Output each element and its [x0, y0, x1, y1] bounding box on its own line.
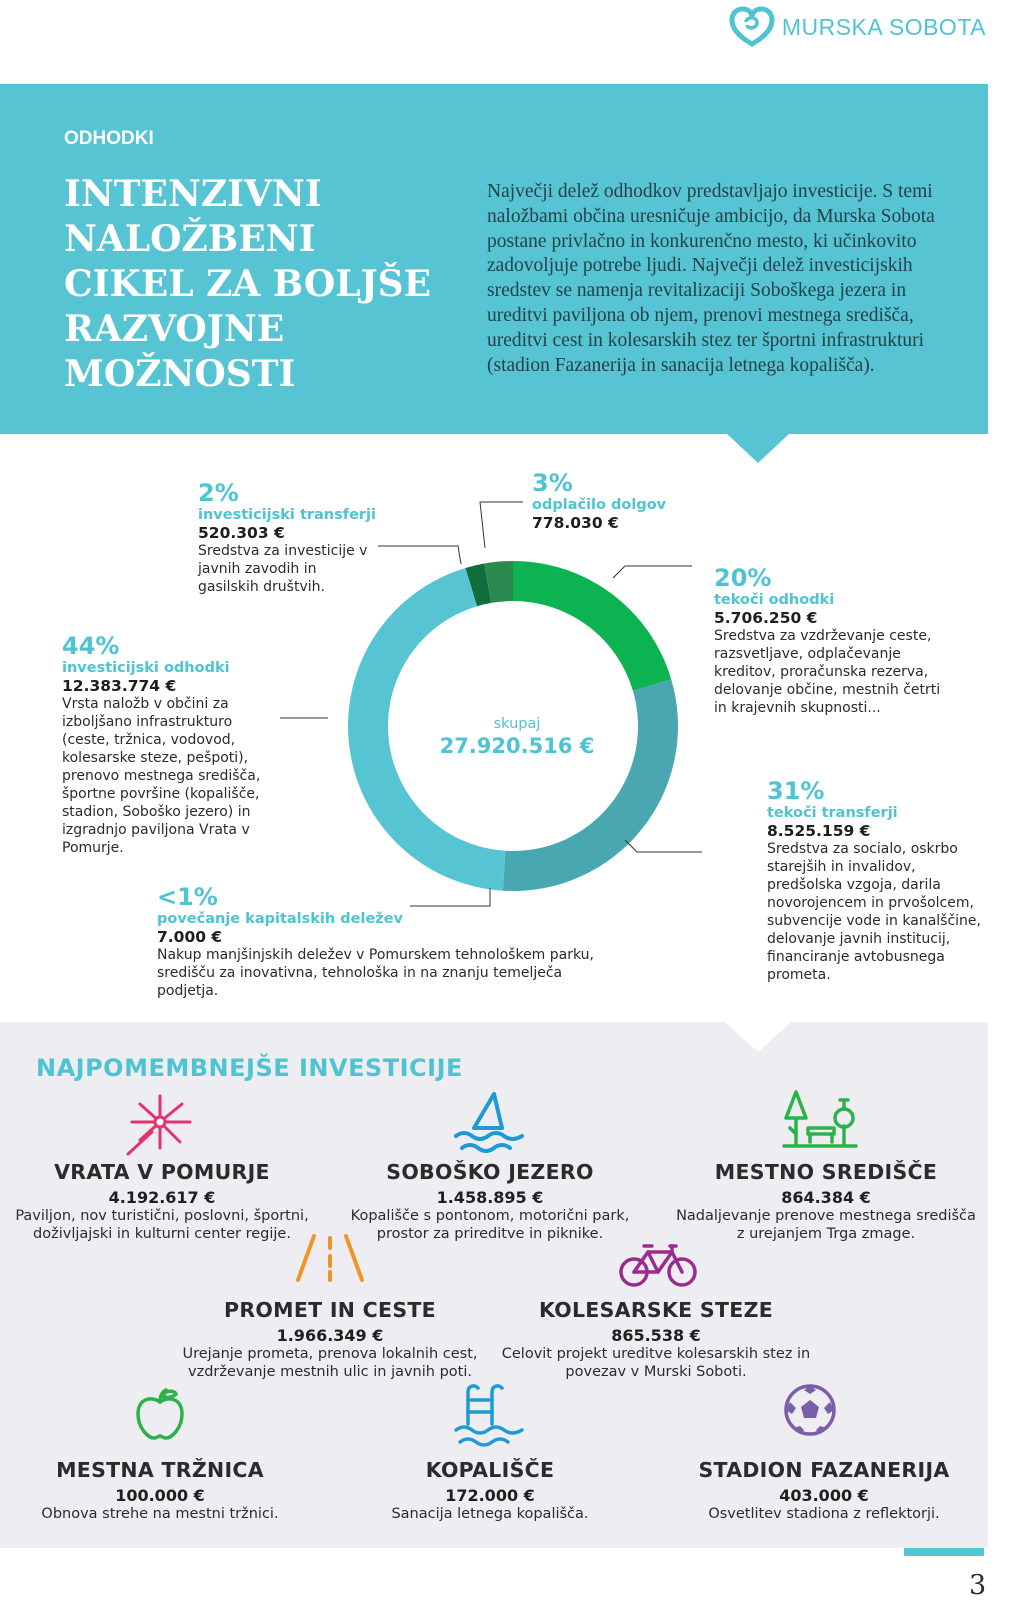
category-label: investicijski odhodki	[62, 660, 230, 676]
park-icon	[782, 1088, 858, 1154]
investments-notch	[725, 1022, 791, 1052]
investment-description: Obnova strehe na mestni tržnici.	[41, 1506, 279, 1522]
percent-label: 20%	[714, 564, 772, 592]
amount-label: 778.030 €	[532, 514, 619, 532]
category-label: tekoči transferji	[767, 805, 898, 821]
amount-label: 5.706.250 €	[714, 609, 818, 627]
pool-icon	[452, 1380, 528, 1448]
investment-title: STADION FAZANERIJA	[698, 1458, 950, 1482]
page-number: 3	[969, 1570, 987, 1601]
fireworks-icon	[122, 1092, 198, 1158]
sailboat-icon	[452, 1090, 528, 1156]
annotation-debt-repayment	[532, 470, 692, 532]
investment-description: Nadaljevanje prenove mestnega središča z urejanjem Trga zmage.	[676, 1208, 976, 1242]
category-description: Vrsta naložb v občini za izboljšano infrastrukturo (ceste, tržnica, vodovod, kolesarske steze, pešpoti), prenovo mestnega središča, športne površine (kopališče, stadion, Soboško jezero) in izgradnjo paviljona Vrata v Pomurje.	[62, 696, 261, 856]
category-label: povečanje kapitalskih deležev	[157, 911, 404, 927]
investment-description: Sanacija letnega kopališča.	[391, 1506, 589, 1522]
investment-description: Urejanje prometa, prenova lokalnih cest, vzdrževanje mestnih ulic in javnih poti.	[182, 1346, 478, 1380]
slice-current-expenditure	[513, 561, 671, 691]
category-description: Nakup manjšinjskih deležev v Pomurskem tehnološkem parku, središču za inovativna, tehnološka in na znanju temelječa podjetja.	[157, 947, 594, 999]
investment-title: MESTNA TRŽNICA	[56, 1458, 264, 1482]
percent-label: <1%	[157, 883, 218, 911]
amount-label: 12.383.774 €	[62, 677, 177, 695]
category-label: odplačilo dolgov	[532, 497, 667, 513]
amount-label: 520.303 €	[198, 524, 285, 542]
leader-line-debt-repayment	[480, 502, 523, 548]
investment-title: SOBOŠKO JEZERO	[386, 1160, 594, 1184]
investment-amount: 100.000 €	[115, 1486, 205, 1505]
investment-title: VRATA V POMURJE	[54, 1160, 270, 1184]
category-label: tekoči odhodki	[714, 592, 835, 608]
investment-description: Paviljon, nov turistični, poslovni, športni, doživljajski in kulturni center regije.	[15, 1208, 309, 1242]
investment-item	[676, 1160, 976, 1243]
category-description: Sredstva za investicije v javnih zavodih in gasilskih društvih.	[198, 543, 368, 595]
investment-description: Celovit projekt ureditve kolesarskih stez in povezav v Murski Soboti.	[501, 1346, 811, 1380]
annotation-investment-transfers	[198, 480, 378, 596]
percent-label: 44%	[62, 632, 120, 660]
slice-current-transfers	[503, 679, 678, 891]
category-label: investicijski transferji	[198, 507, 376, 523]
investment-item	[12, 1160, 312, 1243]
investment-item	[340, 1160, 640, 1243]
investment-amount: 1.966.349 €	[276, 1326, 384, 1345]
investment-amount: 864.384 €	[781, 1188, 871, 1207]
investment-amount: 865.538 €	[611, 1326, 701, 1345]
annotation-capital-shares	[157, 884, 627, 1000]
brand-logo	[728, 6, 986, 48]
leader-line-investment-transfers	[378, 546, 461, 564]
category-description: Sredstva za socialo, oskrbo starejših in invalidov, predšolska vzgoja, darila novorojencem in prvošolcem, subvencije vode in kanalščine, delovanje javnih institucij, financiranje avtobusnega prometa.	[767, 841, 981, 983]
page-headline: INTENZIVNI NALOŽBENI CIKEL ZA BOLJŠE RAZVOJNE MOŽNOSTI	[64, 173, 432, 395]
leader-line-current-expenditure	[613, 566, 692, 578]
intro-paragraph: Največji delež odhodkov predstavljajo investicije. S temi naložbami občina uresničuje ambicijo, da Murska Sobota postane privlačno in konkurenčno mesto, ki učinkovito zadovoljuje potrebe ljudi. Največji delež investicijskih sredstev se namenja revitalizaciji Soboškega jezera in ureditvi paviljona ob njem, prenovi mestnega središča, ureditvi cest in kolesarskih stez ter športni infrastrukturi (stadion Fazanerija in sanacija letnega kopališča).	[487, 181, 935, 376]
category-description: Sredstva za vzdrževanje ceste, razsvetljave, odplačevanje kreditov, proračunska rezerva, delovanje občine, mestnih četrti in krajevnih skupnosti...	[714, 628, 941, 716]
percent-label: 3%	[532, 469, 573, 497]
brand-name: MURSKA SOBOTA	[781, 13, 986, 40]
investment-description: Osvetlitev stadiona z reflektorji.	[708, 1506, 940, 1522]
apple-icon	[132, 1386, 188, 1442]
investment-amount: 172.000 €	[445, 1486, 535, 1505]
investment-item	[496, 1298, 816, 1381]
football-icon	[780, 1380, 840, 1440]
investment-title: MESTNO SREDIŠČE	[714, 1160, 938, 1184]
investment-item	[10, 1458, 310, 1523]
investment-item	[674, 1458, 974, 1523]
investment-amount: 403.000 €	[779, 1486, 869, 1505]
investment-title: KOLESARSKE STEZE	[538, 1298, 774, 1322]
bicycle-icon	[618, 1240, 698, 1288]
investment-title: PROMET IN CESTE	[224, 1298, 436, 1322]
investment-description: Kopališče s pontonom, motorični park, prostor za prireditve in piknike.	[350, 1208, 630, 1242]
investment-amount: 1.458.895 €	[436, 1188, 544, 1207]
investments-title: NAJPOMEMBNEJŠE INVESTICIJE	[36, 1054, 463, 1082]
investment-title: KOPALIŠČE	[425, 1458, 555, 1482]
donut-center-label: skupaj	[493, 716, 541, 732]
annotation-current-expenditure	[714, 565, 954, 717]
investment-item	[340, 1458, 640, 1523]
amount-label: 8.525.159 €	[767, 822, 871, 840]
percent-label: 31%	[767, 777, 825, 805]
footer-accent-bar	[904, 1548, 984, 1556]
annotation-investment-expenditure	[62, 633, 267, 857]
amount-label: 7.000 €	[157, 928, 223, 946]
leader-line-current-transfers	[625, 840, 702, 852]
heart-swirl-icon	[728, 6, 776, 48]
investment-item	[170, 1298, 490, 1381]
donut-center-value: 27.920.516 €	[439, 734, 595, 758]
investment-amount: 4.192.617 €	[108, 1188, 216, 1207]
section-tag: ODHODKI	[64, 128, 154, 149]
percent-label: 2%	[198, 479, 239, 507]
annotation-current-transfers	[767, 778, 989, 984]
